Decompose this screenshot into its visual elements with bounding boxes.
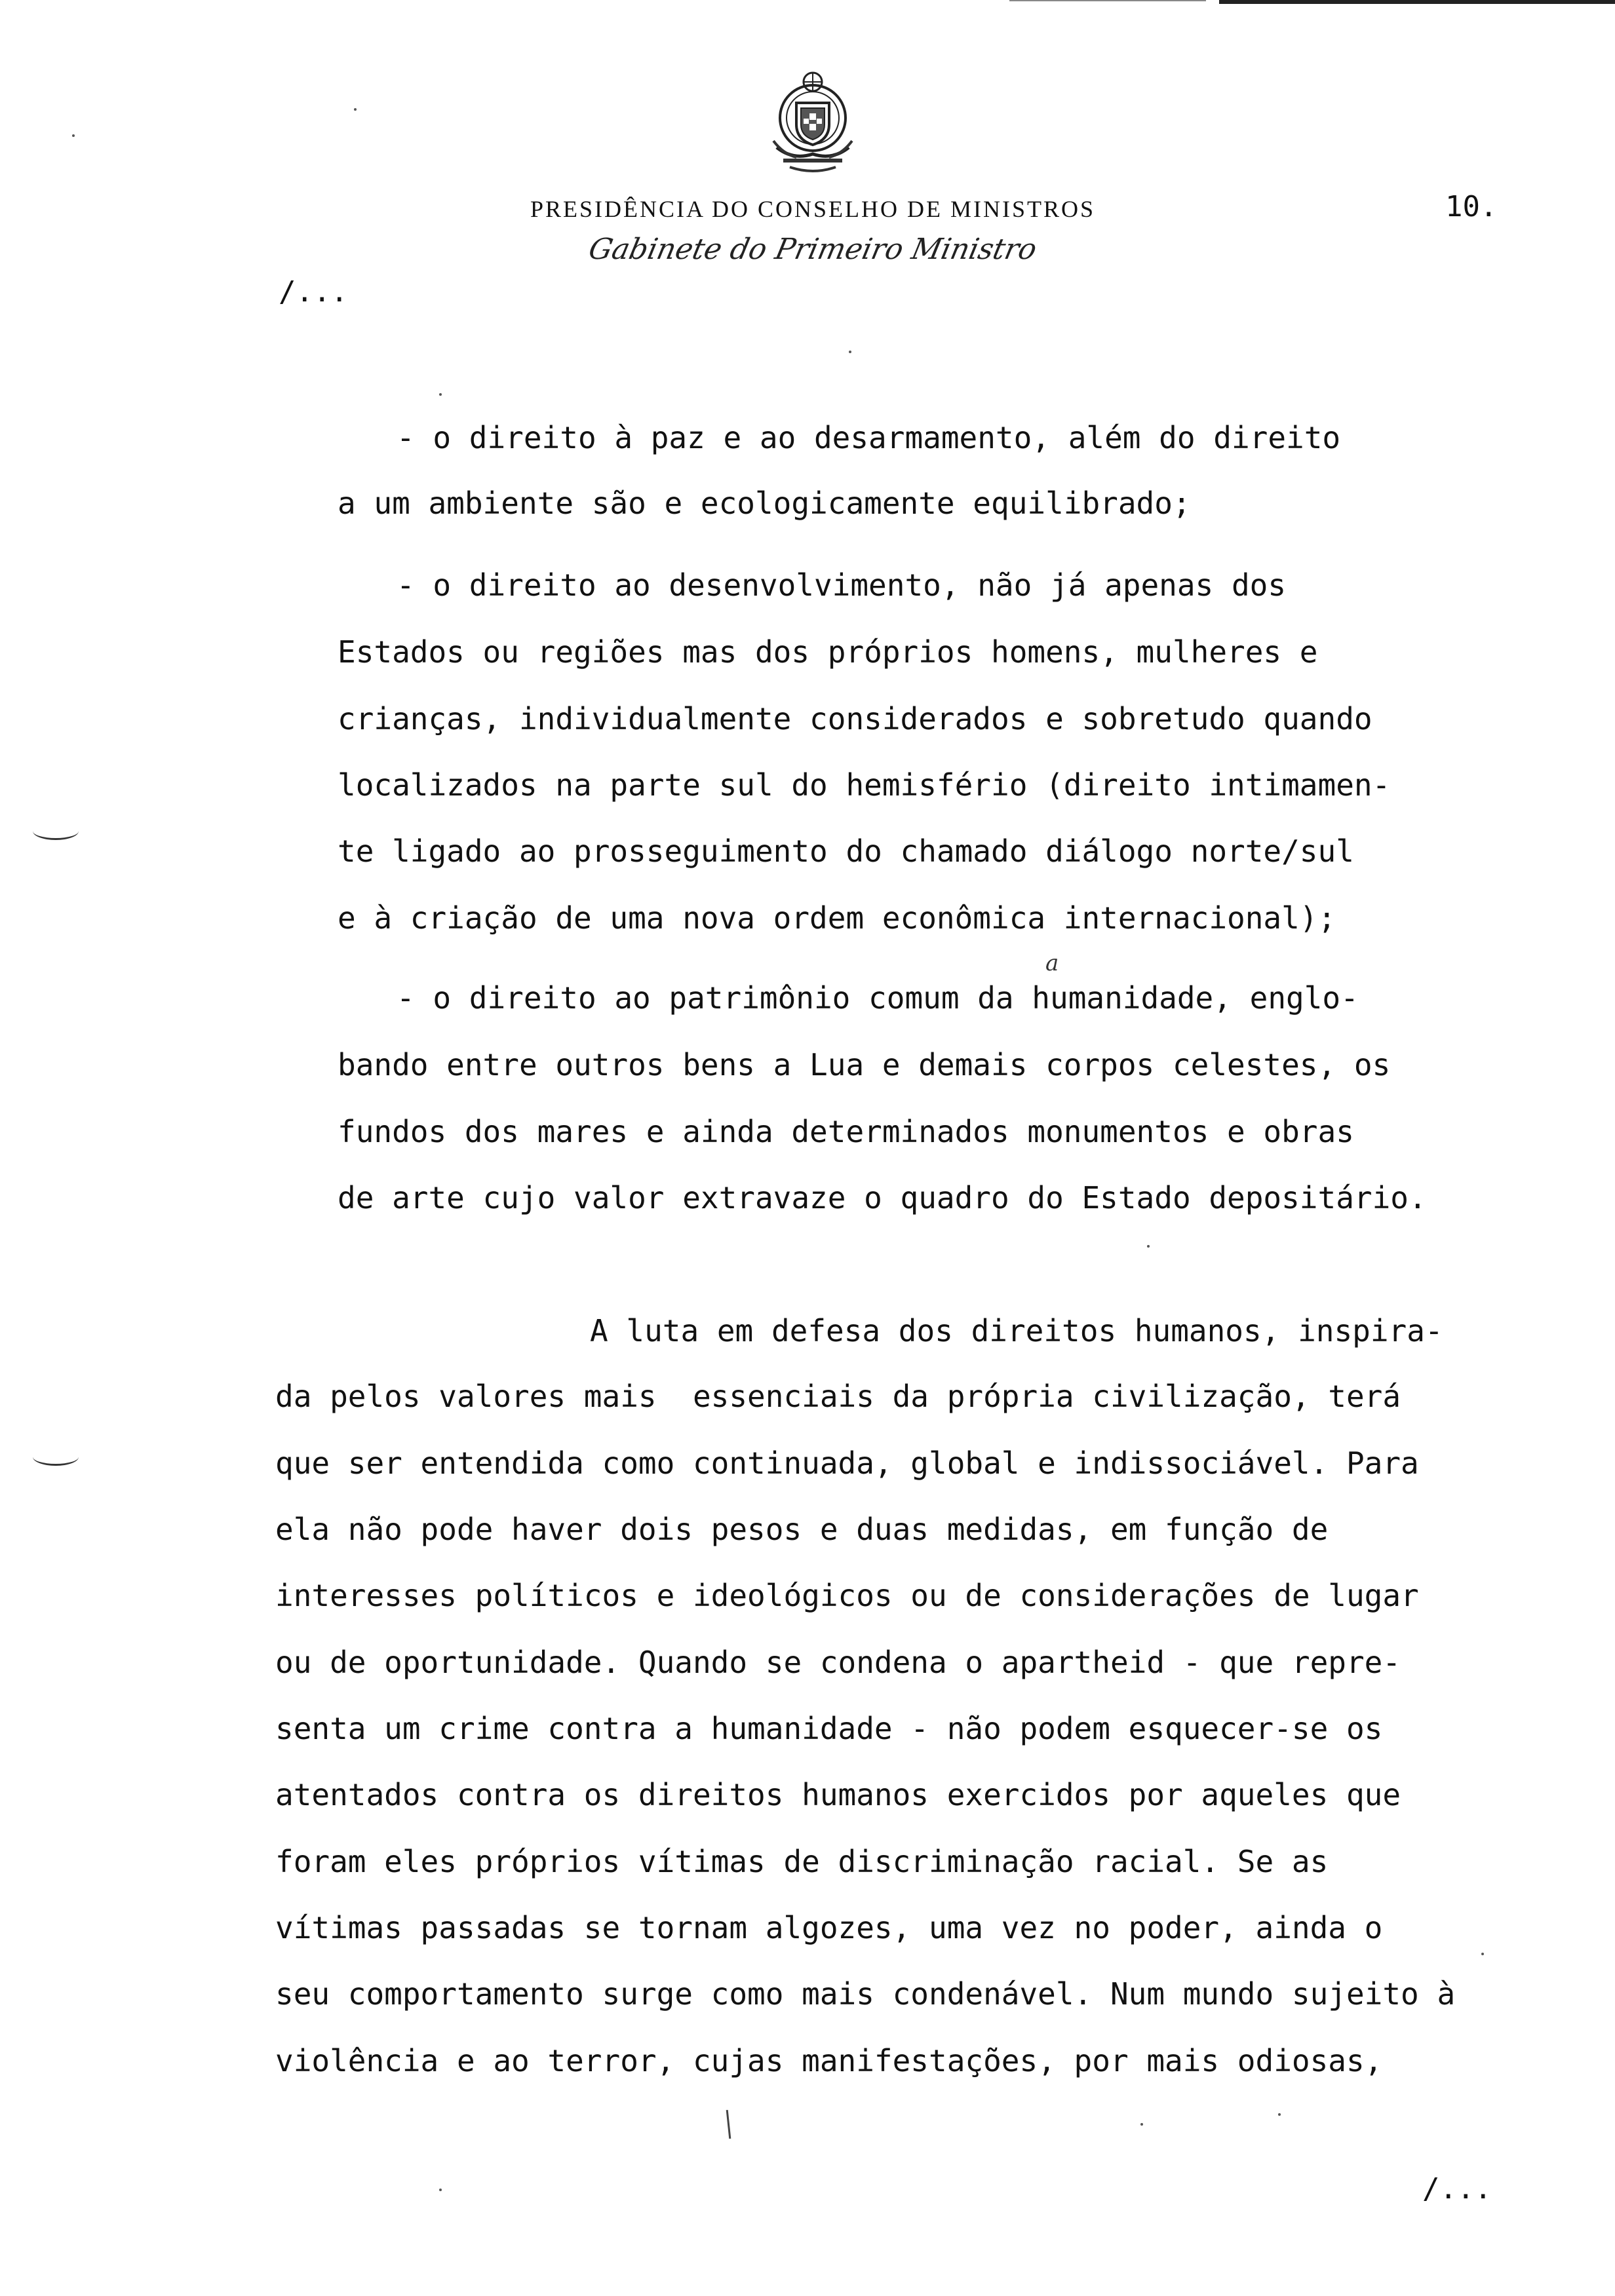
body-line: te ligado ao prosseguimento do chamado diálogo norte/sul (338, 833, 1354, 869)
scan-speck (354, 108, 357, 111)
body-line: interesses políticos e ideológicos ou de considerações de lugar (275, 1578, 1419, 1613)
coat-of-arms-seal-icon (757, 62, 868, 180)
body-line: senta um crime contra a humanidade - não podem esquecer-se os (275, 1711, 1383, 1746)
body-line: A luta em defesa dos direitos humanos, inspira- (590, 1313, 1443, 1349)
office-subtitle: Gabinete do Primeiro Ministro (585, 233, 1040, 266)
body-line: bando entre outros bens a Lua e demais corpos celestes, os (338, 1047, 1391, 1082)
top-edge-rule (1219, 0, 1615, 4)
body-line: localizados na parte sul do hemisfério (direito intimamen- (338, 767, 1391, 803)
scan-stroke (726, 2110, 731, 2139)
body-line: - o direito ao desenvolvimento, não já apenas dos (397, 567, 1287, 603)
scan-speck (1278, 2113, 1281, 2116)
scan-speck (1140, 2123, 1143, 2126)
scan-speck (72, 134, 75, 137)
body-line: atentados contra os direitos humanos exercidos por aqueles que (275, 1777, 1401, 1812)
scan-speck (439, 2189, 442, 2191)
continuation-mark-bottom: /... (1422, 2172, 1492, 2206)
body-line: de arte cujo valor extravaze o quadro do Estado depositário. (338, 1180, 1427, 1215)
handwritten-mark: a (1045, 950, 1059, 976)
body-line: crianças, individualmente considerados e sobretudo quando (338, 701, 1372, 737)
top-edge-rule-thin (1009, 0, 1206, 1)
body-line: que ser entendida como continuada, global e indissociável. Para (275, 1445, 1419, 1481)
body-line: - o direito ao patrimônio comum da humanidade, englo- (397, 980, 1359, 1016)
body-line: foram eles próprios vítimas de discriminação racial. Se as (275, 1844, 1329, 1879)
margin-mark (33, 822, 79, 840)
body-line: seu comportamento surge como mais condenável. Num mundo sujeito à (275, 1976, 1456, 2012)
body-line: violência e ao terror, cujas manifestações, por mais odiosas, (275, 2043, 1383, 2078)
scan-speck (849, 351, 851, 353)
scan-speck (1481, 1953, 1484, 1955)
body-line: - o direito à paz e ao desarmamento, além do direito (397, 420, 1341, 455)
institution-title: PRESIDÊNCIA DO CONSELHO DE MINISTROS (530, 196, 1096, 222)
body-line: vítimas passadas se tornam algozes, uma vez no poder, ainda o (275, 1910, 1383, 1945)
scan-speck (439, 393, 442, 396)
body-line: e à criação de uma nova ordem econômica internacional); (338, 900, 1336, 936)
page-number: 10. (1445, 190, 1498, 223)
body-line: ou de oportunidade. Quando se condena o apartheid - que repre- (275, 1645, 1401, 1680)
body-line: da pelos valores mais essenciais da própria civilização, terá (275, 1379, 1401, 1414)
body-line: a um ambiente são e ecologicamente equilibrado; (338, 486, 1191, 521)
body-line: Estados ou regiões mas dos próprios homens, mulheres e (338, 634, 1318, 670)
scan-speck (1147, 1245, 1150, 1248)
continuation-mark-top: /... (279, 275, 348, 309)
body-line: ela não pode haver dois pesos e duas medidas, em função de (275, 1512, 1329, 1547)
margin-mark (33, 1448, 79, 1466)
body-line: fundos dos mares e ainda determinados monumentos e obras (338, 1114, 1354, 1149)
